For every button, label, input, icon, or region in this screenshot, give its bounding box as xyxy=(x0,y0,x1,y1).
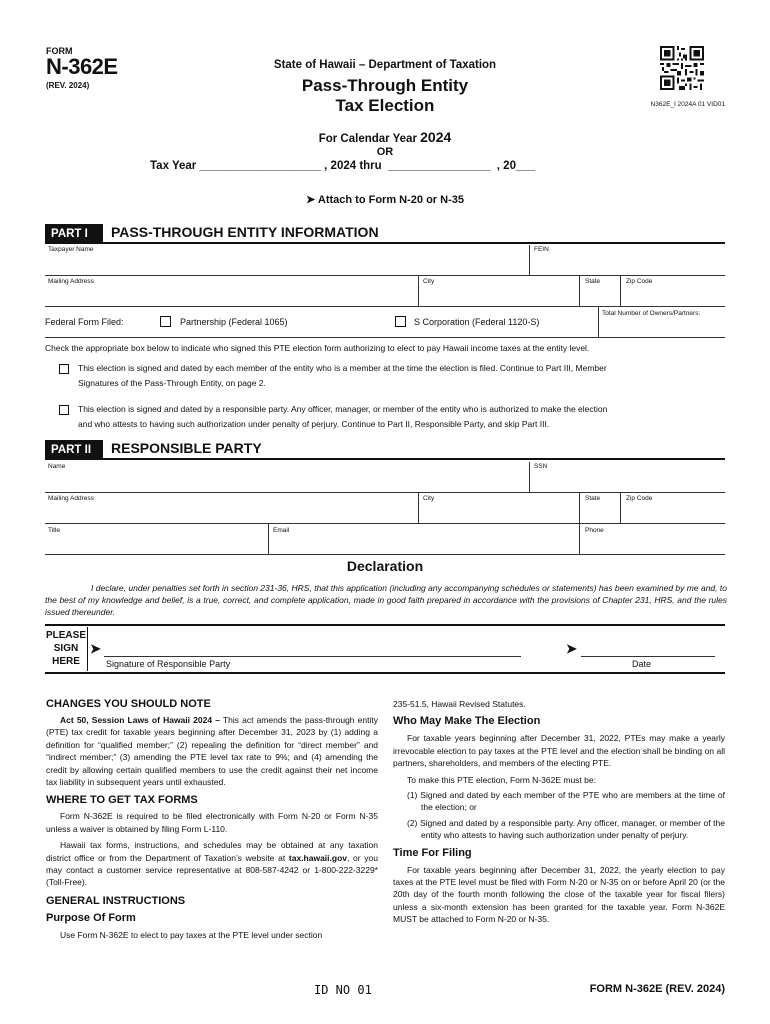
rp-zip-label: Zip Code xyxy=(626,495,653,502)
part2-tag: PART II xyxy=(45,440,103,460)
taxpayer-name-label: Taxpayer Name xyxy=(48,246,94,253)
rp-phone-label: Phone xyxy=(585,527,604,534)
arrow-right-icon: ➤ xyxy=(306,194,316,206)
who-item2: (2) Signed and dated by a responsible party. Any officer, manager, or member of the entity who attests to having such authorization under penalty of perjury. xyxy=(407,817,725,841)
members-signed-checkbox[interactable] xyxy=(59,364,69,374)
changes-act-title: Act 50, Session Laws of Hawaii 2024 – xyxy=(60,715,220,725)
form-code: N362E_I 2024A 01 VID01 xyxy=(650,101,725,108)
who-item1: (1) Signed and dated by each member of the PTE who are members at the time of the election; or xyxy=(407,790,725,813)
members-signed-line2: Signatures of the Pass-Through Entity, on page 2. xyxy=(78,378,266,388)
date-field[interactable] xyxy=(581,638,715,656)
declaration-title: Declaration xyxy=(346,558,424,574)
divider xyxy=(45,672,725,674)
rp-city-field[interactable] xyxy=(419,493,579,523)
form-title-line2: Tax Election xyxy=(335,96,435,115)
signature-field[interactable] xyxy=(104,638,521,656)
agency-name: State of Hawaii – Department of Taxation xyxy=(273,59,497,71)
city-label: City xyxy=(423,278,435,285)
declaration-text: I declare, under penalties set forth in section 231-36, HRS, that this application (including any accompanying schedules or statements) has been examined by me and, to the best of my knowledge and belief, is a true, correct, and complete application, made in good faith prepared in accordance with the provisions of Chapter 231, HRS, and the rules issued thereunder. xyxy=(45,583,727,617)
partnership-label: Partnership (Federal 1065) xyxy=(180,317,288,327)
part1-header xyxy=(45,224,725,244)
purpose-heading: Purpose Of Form xyxy=(46,911,136,924)
fein-field[interactable] xyxy=(530,245,725,275)
s-corporation-checkbox[interactable] xyxy=(395,316,406,327)
general-heading: GENERAL INSTRUCTIONS xyxy=(46,894,186,907)
form-label: FORM xyxy=(46,46,73,56)
part1-title: PASS-THROUGH ENTITY INFORMATION xyxy=(111,224,379,240)
part2-title: RESPONSIBLE PARTY xyxy=(111,440,262,456)
rp-state-field[interactable] xyxy=(580,493,620,523)
who-paragraph1: For taxable years beginning after December 31, 2022, PTEs may make a yearly irrevocable election to pay taxes at the PTE level and the election shall be binding on all partners, shareholders, and members of the electing PTE. xyxy=(393,733,725,769)
signer-instruction: Check the appropriate box below to indicate who signed this PTE election form authorizing to elect to pay Hawaii income taxes at the entity level. xyxy=(45,343,590,353)
or-label: OR xyxy=(376,146,394,158)
instructions-left-column xyxy=(46,698,378,941)
members-signed-line1: This election is signed and dated by each member of the entity who is a member at the time the election is filed. Continue to Part III, Member xyxy=(78,363,607,373)
rp-title-field[interactable] xyxy=(45,524,268,554)
rp-state-label: State xyxy=(585,495,601,502)
s-corporation-label: S Corporation (Federal 1120-S) xyxy=(414,317,540,327)
rp-zip-field[interactable] xyxy=(621,493,725,523)
part2-header xyxy=(45,440,725,460)
total-owners-label: Total Number of Owners/Partners: xyxy=(602,310,701,317)
tax-year-line[interactable]: Tax Year ___________________ , 2024 thru ________________ , 20___ xyxy=(150,160,536,172)
where-text-a: Hawaii tax forms, instructions, and schedules may be obtained at any taxation district office or from the Department of Taxation’s website at xyxy=(46,840,378,863)
sign-line2: SIGN xyxy=(53,643,79,654)
sign-line1: PLEASE xyxy=(45,630,86,641)
state-field[interactable] xyxy=(580,276,620,306)
divider xyxy=(45,624,725,626)
signature-label: Signature of Responsible Party xyxy=(106,659,231,669)
rp-email-field[interactable] xyxy=(269,524,579,554)
calendar-year-prefix: For Calendar Year xyxy=(318,133,421,145)
where-heading: WHERE TO GET TAX FORMS xyxy=(46,794,198,807)
website-link[interactable]: tax.hawaii.gov xyxy=(288,852,347,863)
rp-title-label: Title xyxy=(48,527,61,534)
where-paragraph1: Form N-362E is required to be filed electronically with Form N-20 or Form N-35 unless a waiver is obtained by filing Form L-110. xyxy=(46,811,378,834)
rp-phone-field[interactable] xyxy=(580,524,725,554)
time-paragraph: For taxable years beginning after December 31, 2022, the yearly election to pay taxes at the PTE level must be filed with Form N-20 or N-35 on or before April 20 (or the 20th day of the fourth month following the close of the taxable year for fiscal filers) unless a six-month extension has been granted for the taxable year. Form N-362E MUST be attached to Form N-20 or N-35. xyxy=(393,864,725,925)
calendar-year: 2024 xyxy=(420,129,452,145)
attach-text: Attach to Form N-20 or N-35 xyxy=(317,194,464,206)
partnership-checkbox[interactable] xyxy=(160,316,171,327)
purpose-continued: 235-51.5, Hawaii Revised Statutes. xyxy=(393,699,526,709)
total-owners-field[interactable] xyxy=(599,307,725,337)
rp-ssn-field[interactable] xyxy=(530,462,725,492)
city-field[interactable] xyxy=(419,276,579,306)
rp-name-label: Name xyxy=(48,463,66,470)
rp-email-label: Email xyxy=(273,527,290,534)
changes-text: This act amends the pass-through entity (PTE) tax credit for taxable years beginning after December 31, 2023 by (1) adding a definition for “qualified member;” (2) repealing the definition for “direct member” and “indirect member;” (3) amending the PTE level tax rate to 9%; and (4) amending the credit by allowing certain qualified members to use the credit against their net income tax liability in subsequent years until exhausted. xyxy=(46,715,378,788)
where-paragraph2 xyxy=(46,839,378,889)
date-label: Date xyxy=(632,659,652,669)
rp-city-label: City xyxy=(423,495,435,502)
responsible-party-line1: This election is signed and dated by a responsible party. Any officer, manager, or member of the entity who is authorized to make the election xyxy=(78,404,608,414)
rp-name-field[interactable] xyxy=(45,462,529,492)
rp-ssn-label: SSN xyxy=(534,463,548,470)
fein-label: FEIN xyxy=(534,246,549,253)
instructions-right-column xyxy=(393,698,725,926)
who-paragraph2: To make this PTE election, Form N-362E must be: xyxy=(407,774,596,785)
part1-tag: PART I xyxy=(45,224,103,244)
mailing-address-label: Mailing Address xyxy=(48,278,94,285)
mailing-address-field[interactable] xyxy=(45,276,418,306)
who-heading: Who May Make The Election xyxy=(393,715,541,728)
changes-paragraph xyxy=(46,714,378,788)
federal-form-label: Federal Form Filed: xyxy=(45,317,124,327)
qr-code-icon xyxy=(660,46,704,90)
form-number: N-362E xyxy=(46,54,118,79)
id-number: ID NO 01 xyxy=(314,983,372,997)
date-line xyxy=(581,656,715,657)
responsible-party-checkbox[interactable] xyxy=(59,405,69,415)
signature-line xyxy=(104,656,521,657)
divider xyxy=(45,554,725,555)
arrow-right-icon: ➤ xyxy=(90,641,101,656)
rp-mailing-address-label: Mailing Address xyxy=(48,495,94,502)
attach-instruction xyxy=(0,193,770,206)
changes-heading: CHANGES YOU SHOULD NOTE xyxy=(46,698,211,710)
zip-label: Zip Code xyxy=(626,278,653,285)
time-heading: Time For Filing xyxy=(393,846,472,859)
calendar-year-line xyxy=(0,129,770,145)
purpose-paragraph: Use Form N-362E to elect to pay taxes at the PTE level under section xyxy=(60,929,323,940)
zip-field[interactable] xyxy=(621,276,725,306)
where-text-b: , or you may contact a customer service representative at 808-587-4242 or 1-800-222-3229* (Toll-Free). xyxy=(46,852,379,888)
form-revision: (REV. 2024) xyxy=(46,81,90,90)
rp-mailing-address-field[interactable] xyxy=(45,493,418,523)
form-title-line1: Pass-Through Entity xyxy=(301,76,469,95)
footer-form-revision: FORM N-362E (REV. 2024) xyxy=(589,983,725,995)
sign-here-box xyxy=(45,627,88,671)
responsible-party-line2: and who attests to having such authorization under penalty of perjury. Continue to Part II, Responsible Party, and skip Part III. xyxy=(78,419,550,429)
divider xyxy=(45,337,725,338)
state-label: State xyxy=(585,278,601,285)
arrow-right-icon: ➤ xyxy=(566,641,577,656)
taxpayer-name-field[interactable] xyxy=(45,245,529,275)
sign-line3: HERE xyxy=(52,656,80,667)
